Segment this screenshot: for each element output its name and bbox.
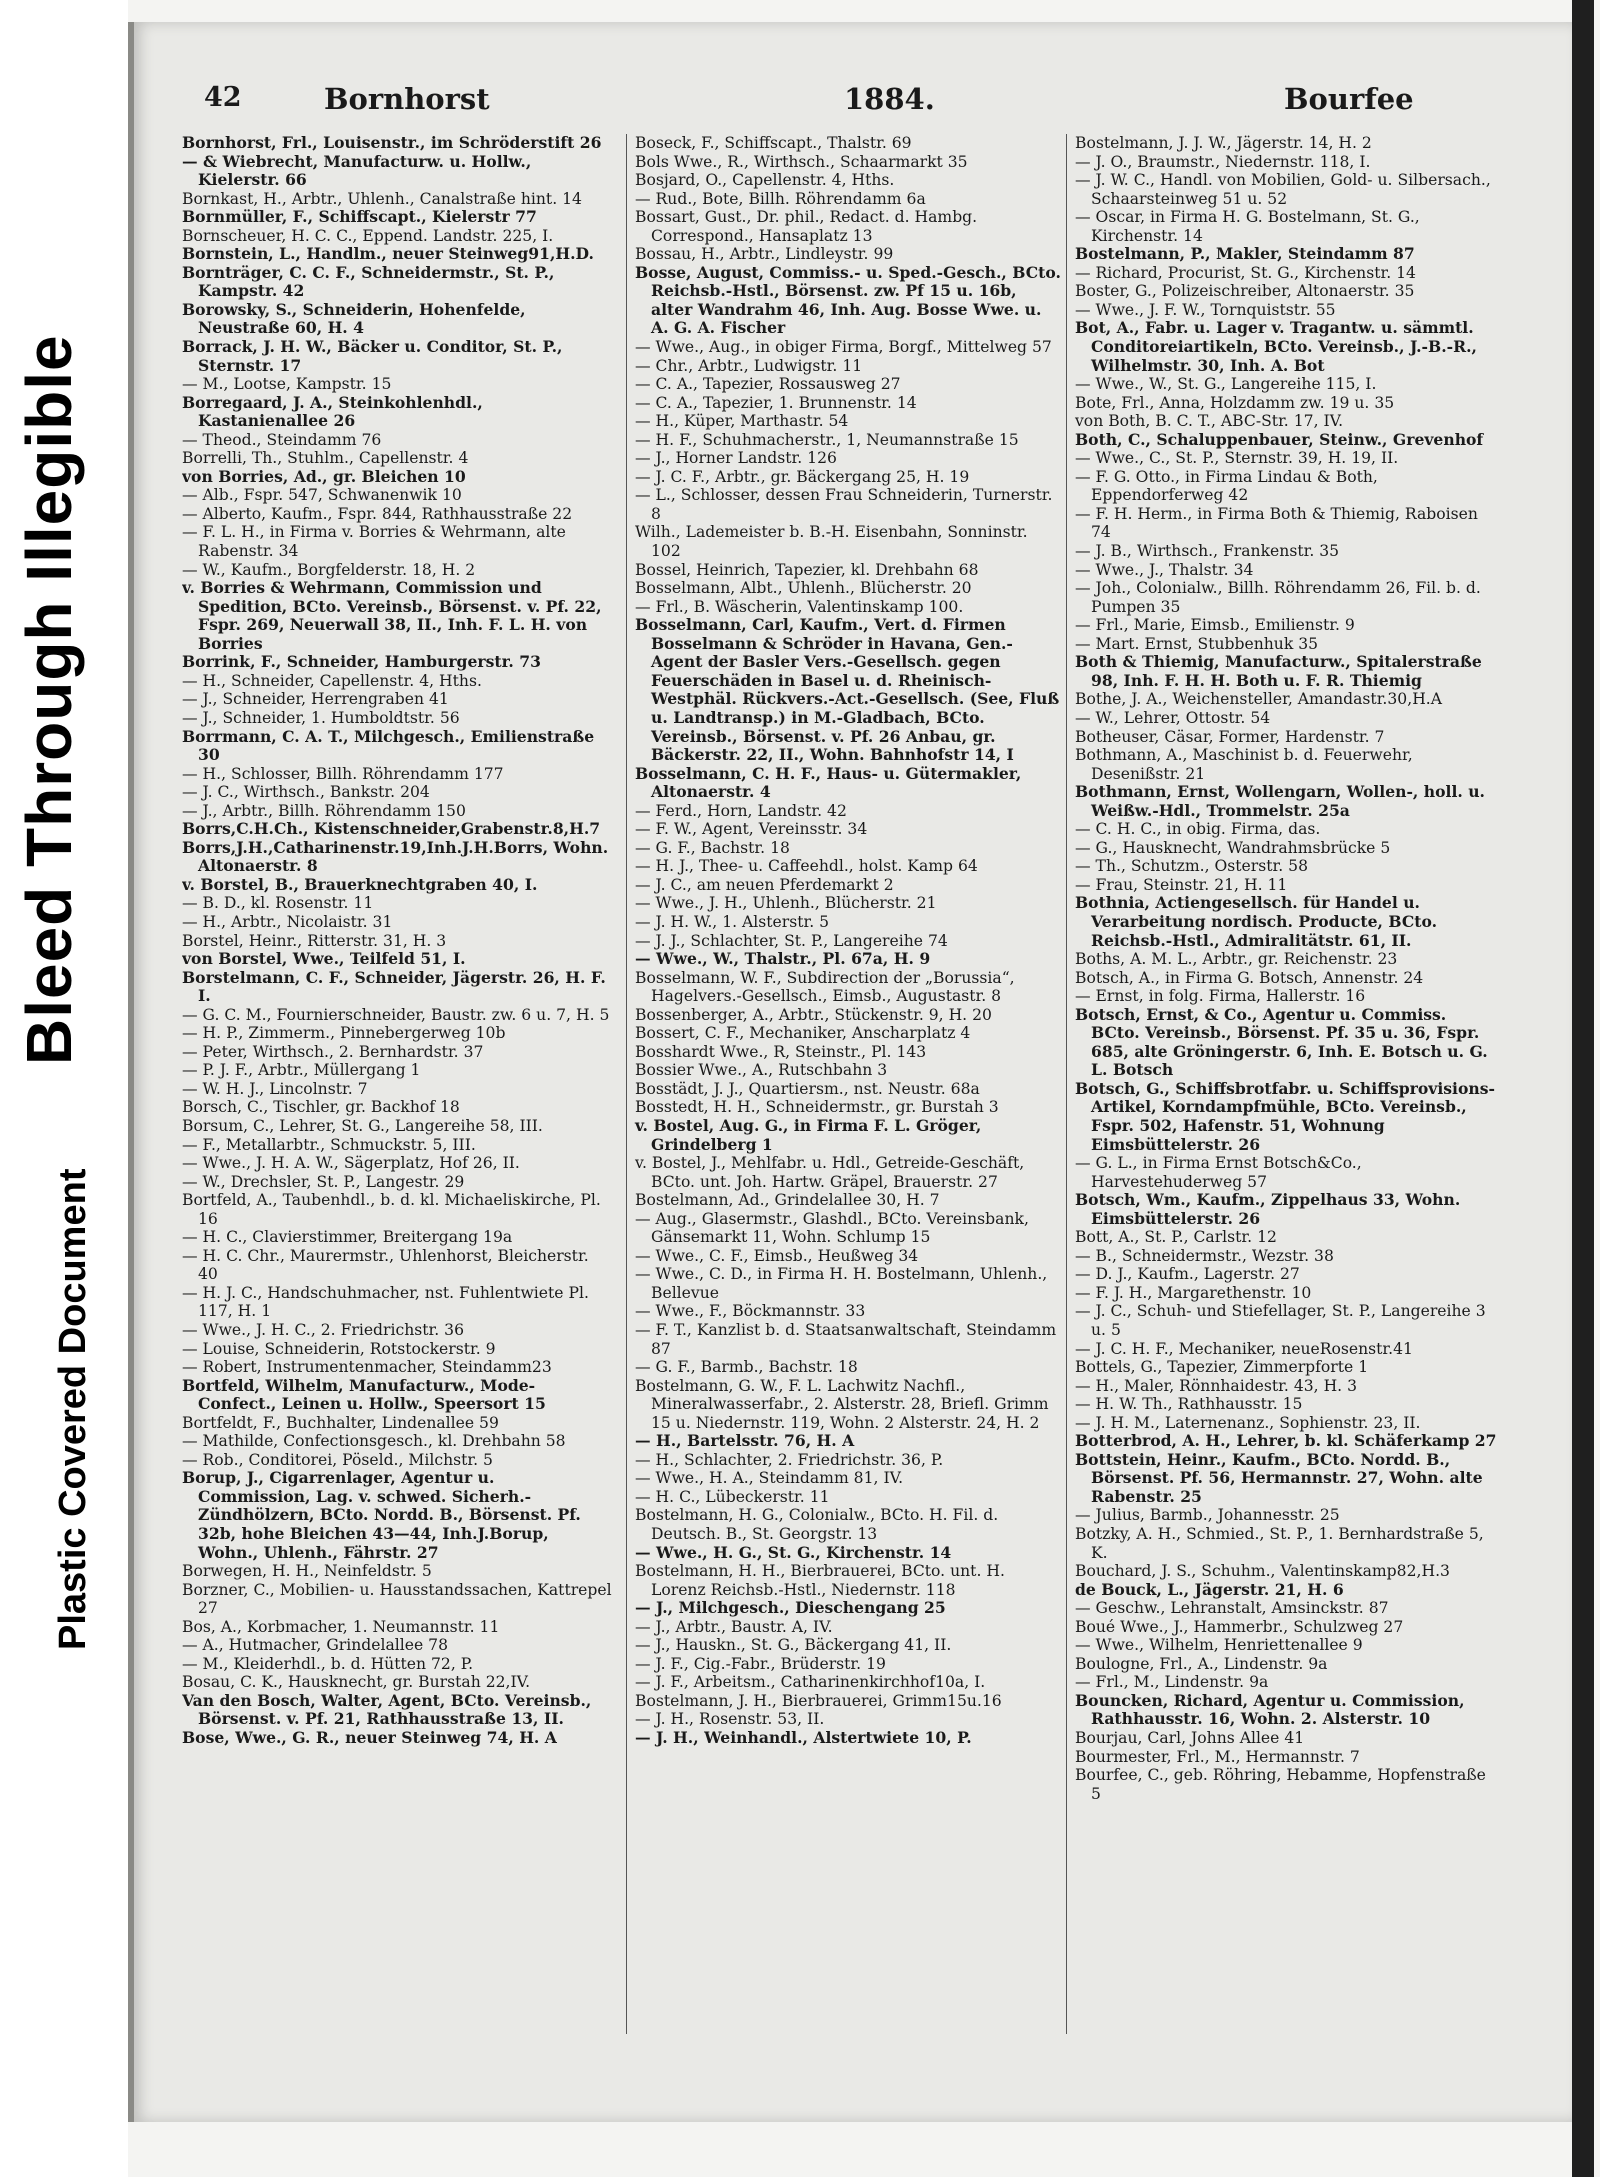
directory-entry: — Louise, Schneiderin, Rotstockerstr. 9 bbox=[182, 1339, 496, 1358]
directory-entry: — Wwe., J., Thalstr. 34 bbox=[1075, 560, 1254, 579]
directory-entry: Bourmester, Frl., M., Hermannstr. 7 bbox=[1075, 1747, 1360, 1766]
directory-entry: — A., Hutmacher, Grindelallee 78 bbox=[182, 1636, 448, 1655]
directory-entry: — M., Lootse, Kampstr. 15 bbox=[182, 375, 392, 394]
directory-entry: Borrs,C.H.Ch., Kistenschneider,Grabenstr.8,H.7 bbox=[182, 819, 601, 839]
directory-entry: v. Borries & Wehrmann, Commission und Spedition, BCto. Vereinsb., Börsenst. v. Pf. 22, Fspr. 269, Neuerwall 38, II., Inh. F. L. H. von Borries bbox=[182, 578, 602, 653]
directory-entry: Van den Bosch, Walter, Agent, BCto. Vereinsb., Börsenst. v. Pf. 21, Rathhausstraße 13, II. bbox=[182, 1690, 592, 1729]
directory-entry: — Aug., Glasermstr., Glashdl., BCto. Vereinsbank, Gänsemarkt 11, Wohn. Schlump 15 bbox=[635, 1209, 1029, 1247]
directory-entry: — J. O., Braumstr., Niedernstr. 118, I. bbox=[1075, 152, 1371, 171]
directory-entry: — H., Schlachter, 2. Friedrichstr. 36, P. bbox=[635, 1450, 944, 1469]
directory-entry: — Frl., B. Wäscherin, Valentinskamp 100. bbox=[635, 597, 964, 616]
directory-entry: Bosselmann, W. F., Subdirection der „Borussia“, Hagelvers.-Gesellsch., Eimsb., Augustastr. 8 bbox=[635, 968, 1015, 1006]
directory-entry: — Wwe., C. F., Eimsb., Heußweg 34 bbox=[635, 1246, 919, 1265]
directory-entry: — H., Küper, Marthastr. 54 bbox=[635, 412, 849, 431]
directory-entry: Bosselmann, C. H. F., Haus- u. Gütermakler, Altonaerstr. 4 bbox=[635, 763, 1022, 802]
directory-entry: Bossier Wwe., A., Rutschbahn 3 bbox=[635, 1061, 888, 1080]
directory-entry: — Robert, Instrumentenmacher, Steindamm23 bbox=[182, 1358, 552, 1377]
directory-entry: — F. T., Kanzlist b. d. Staatsanwaltschaft, Steindamm 87 bbox=[635, 1321, 1057, 1358]
directory-entry: Bornträger, C. C. F., Schneidermstr., St. P., Kampstr. 42 bbox=[182, 262, 555, 301]
directory-entry: — W., Drechsler, St. P., Langestr. 29 bbox=[182, 1172, 465, 1191]
directory-entry: Borwegen, H. H., Neinfeldstr. 5 bbox=[182, 1562, 432, 1581]
directory-entry: — H., Schneider, Capellenstr. 4, Hths. bbox=[182, 671, 482, 690]
directory-entry: — C. A., Tapezier, 1. Brunnenstr. 14 bbox=[635, 393, 917, 412]
directory-entry: — Mart. Ernst, Stubbenhuk 35 bbox=[1075, 634, 1319, 653]
directory-entry: — Wwe., H. G., St. G., Kirchenstr. 14 bbox=[635, 1542, 952, 1562]
directory-entry: — J. W. C., Handl. von Mobilien, Gold- u. Silbersach., Schaarsteinweg 51 u. 52 bbox=[1075, 171, 1491, 208]
directory-entry: — Wwe., J. F. W., Tornquiststr. 55 bbox=[1075, 300, 1336, 319]
directory-entry: Bortfeld, A., Taubenhdl., b. d. kl. Michaeliskirche, Pl. 16 bbox=[182, 1191, 601, 1228]
directory-entry: Bostelmann, J. J. W., Jägerstr. 14, H. 2 bbox=[1075, 134, 1372, 152]
directory-entry: — Julius, Barmb., Johannesstr. 25 bbox=[1075, 1506, 1340, 1525]
directory-entry: v. Bostel, Aug. G., in Firma F. L. Gröger, Grindelberg 1 bbox=[635, 1115, 982, 1154]
directory-entry: — J. C., Schuh- und Stiefellager, St. P., Langereihe 3 u. 5 bbox=[1075, 1302, 1486, 1339]
directory-entry: Borsum, C., Lehrer, St. G., Langereihe 58, III. bbox=[182, 1116, 543, 1135]
directory-entry: — J., Horner Landstr. 126 bbox=[635, 449, 837, 468]
directory-entry: Bostelmann, G. W., F. L. Lachwitz Nachfl., Mineralwasserfabr., 2. Alsterstr. 28, Briefl. Grimm 15 u. Niedernstr. 119, Wohn. 2 Alsterstr. 24, H. 2 bbox=[635, 1376, 1049, 1432]
directory-entry: — J. H., Weinhandl., Alstertwiete 10, P. bbox=[635, 1728, 972, 1748]
left-catchword: Bornhorst bbox=[324, 82, 490, 116]
directory-entry: Borrack, J. H. W., Bäcker u. Conditor, St. P., Sternstr. 17 bbox=[182, 337, 563, 375]
directory-entry: Bornkast, H., Arbtr., Uhlenh., Canalstraße hint. 14 bbox=[182, 189, 582, 208]
directory-entry: Bothmann, Ernst, Wollengarn, Wollen-, holl. u. Weißw.-Hdl., Trommelstr. 25a bbox=[1075, 782, 1485, 820]
directory-entry: — Ferd., Horn, Landstr. 42 bbox=[635, 801, 847, 820]
directory-entry: — J. J., Schlachter, St. P., Langereihe 74 bbox=[635, 931, 948, 950]
directory-entry: — F. L. H., in Firma v. Borries & Wehrmann, alte Rabenstr. 34 bbox=[182, 523, 566, 561]
directory-entry: — W., Lehrer, Ottostr. 54 bbox=[1075, 708, 1271, 727]
directory-entry: — J. C. H. F., Mechaniker, neueRosenstr.41 bbox=[1075, 1339, 1413, 1358]
directory-entry: Bourfee, C., geb. Röhring, Hebamme, Hopfenstraße 5 bbox=[1075, 1766, 1486, 1803]
directory-entry: — B. D., kl. Rosenstr. 11 bbox=[182, 894, 374, 913]
directory-entry: Bosselmann, Albt., Uhlenh., Blücherstr. 20 bbox=[635, 579, 972, 598]
directory-entry: — J. H. M., Laternenanz., Sophienstr. 23, II. bbox=[1075, 1413, 1421, 1432]
page-number: 42 bbox=[204, 82, 242, 113]
directory-entry: — Richard, Procurist, St. G., Kirchenstr. 14 bbox=[1075, 263, 1416, 282]
directory-entry: Botterbrod, A. H., Lehrer, b. kl. Schäferkamp 27 bbox=[1075, 1431, 1497, 1451]
directory-entry: — H. F., Schuhmacherstr., 1, Neumannstraße 15 bbox=[635, 430, 1019, 449]
directory-entry: Bossart, Gust., Dr. phil., Redact. d. Hambg. Correspond., Hansaplatz 13 bbox=[635, 208, 978, 245]
directory-entry: v. Borstel, B., Brauerknechtgraben 40, I. bbox=[182, 874, 538, 894]
directory-entry: Borrmann, C. A. T., Milchgesch., Emilienstraße 30 bbox=[182, 726, 595, 765]
directory-entry: Bosau, C. K., Hausknecht, gr. Burstah 22,IV. bbox=[182, 1673, 531, 1692]
directory-entry: von Both, B. C. T., ABC-Str. 17, IV. bbox=[1075, 412, 1344, 431]
directory-entry: Both, C., Schaluppenbauer, Steinw., Grevenhof bbox=[1075, 429, 1484, 449]
directory-entry: — C. A., Tapezier, Rossausweg 27 bbox=[635, 375, 901, 394]
directory-entry: Bornmüller, F., Schiffscapt., Kielerstr 77 bbox=[182, 207, 537, 227]
right-catchword: Bourfee bbox=[1284, 82, 1414, 116]
directory-entry: — W. H. J., Lincolnstr. 7 bbox=[182, 1079, 368, 1098]
directory-entry: Bothnia, Actiengesellsch. für Handel u. Verarbeitung nordisch. Producte, BCto. Reichsb.-Hstl., Admiralitätstr. 61, II. bbox=[1075, 893, 1438, 950]
directory-entry: Boster, G., Polizeischreiber, Altonaerstr. 35 bbox=[1075, 282, 1415, 301]
directory-entry: von Borries, Ad., gr. Bleichen 10 bbox=[182, 466, 466, 486]
directory-entry: Boths, A. M. L., Arbtr., gr. Reichenstr. 23 bbox=[1075, 950, 1398, 969]
directory-entry: Bote, Frl., Anna, Holzdamm zw. 19 u. 35 bbox=[1075, 393, 1395, 412]
directory-entry: — J. C. F., Arbtr., gr. Bäckergang 25, H. 19 bbox=[635, 467, 970, 486]
directory-entry: Boué Wwe., J., Hammerbr., Schulzweg 27 bbox=[1075, 1617, 1404, 1636]
directory-entry: Borrelli, Th., Stuhlm., Capellenstr. 4 bbox=[182, 449, 469, 468]
directory-entry: Bosse, August, Commiss.- u. Sped.-Gesch., BCto. Reichsb.-Hstl., Börsenst. zw. Pf 15 u. 16b, alter Wandrahm 46, Inh. Aug. Bosse Wwe. u. A. G. A. Fischer bbox=[635, 262, 1061, 338]
directory-entry: Borup, J., Cigarrenlager, Agentur u. Commission, Lag. v. schwed. Sicherh.-Zündhölzern, BCto. Nordd. B., Börsenst. Pf. 32b, hohe Bleichen 43—44, Inh.J.Borup, Wohn., Uhlenh., Fährstr. 27 bbox=[182, 1468, 581, 1562]
directory-entry: — H., Bartelsstr. 76, H. A bbox=[635, 1431, 855, 1451]
directory-entry: — J., Hauskn., St. G., Bäckergang 41, II. bbox=[635, 1636, 952, 1655]
directory-entry: — Wwe., Wilhelm, Henriettenallee 9 bbox=[1075, 1636, 1363, 1655]
directory-entry: Botsch, Wm., Kaufm., Zippelhaus 33, Wohn. Eimsbüttelerstr. 26 bbox=[1075, 1190, 1461, 1228]
directory-entry: Bottels, G., Tapezier, Zimmerpforte 1 bbox=[1075, 1358, 1369, 1377]
directory-entry: — Frau, Steinstr. 21, H. 11 bbox=[1075, 875, 1288, 894]
directory-column-1 bbox=[182, 134, 612, 2034]
directory-entry: — J., Arbtr., Billh. Röhrendamm 150 bbox=[182, 801, 466, 820]
directory-entry: — H. C. Chr., Maurermstr., Uhlenhorst, Bleicherstr. 40 bbox=[182, 1246, 589, 1284]
directory-entry: — Wwe., Aug., in obiger Firma, Borgf., Mittelweg 57 bbox=[635, 338, 1052, 357]
directory-year: 1884. bbox=[844, 82, 935, 116]
directory-entry: — Wwe., W., Thalstr., Pl. 67a, H. 9 bbox=[635, 949, 931, 969]
directory-entry: — B., Schneidermstr., Wezstr. 38 bbox=[1075, 1246, 1334, 1265]
directory-entry: Borowsky, S., Schneiderin, Hohenfelde, Neustraße 60, H. 4 bbox=[182, 299, 526, 338]
directory-entry: — J., Schneider, Herrengraben 41 bbox=[182, 690, 449, 709]
directory-entry: Bosstädt, J. J., Quartiersm., nst. Neustr. 68a bbox=[635, 1079, 980, 1098]
directory-entry: v. Bostel, J., Mehlfabr. u. Hdl., Getreide-Geschäft, BCto. unt. Joh. Hartw. Gräpel, Brauerstr. 27 bbox=[635, 1154, 1025, 1191]
directory-entry: Botsch, G., Schiffsbrotfabr. u. Schiffsprovisions-Artikel, Korndampfmühle, BCto. Vereinsb., Fspr. 502, Hafenstr. 51, Wohnung Eimsbüttelerstr. 26 bbox=[1075, 1078, 1495, 1154]
directory-entry: — J. H. W., 1. Alsterstr. 5 bbox=[635, 912, 830, 931]
directory-entry: — H. P., Zimmerm., Pinnebergerweg 10b bbox=[182, 1024, 506, 1043]
directory-entry: — G. L., in Firma Ernst Botsch&Co., Harvestehuderweg 57 bbox=[1075, 1154, 1362, 1191]
directory-entry: Borregaard, J. A., Steinkohlenhdl., Kastanienallee 26 bbox=[182, 392, 483, 431]
directory-entry: Bossenberger, A., Arbtr., Stückenstr. 9, H. 20 bbox=[635, 1005, 992, 1024]
directory-entry: Bourjau, Carl, Johns Allee 41 bbox=[1075, 1729, 1305, 1748]
directory-entry: Borsch, C., Tischler, gr. Backhof 18 bbox=[182, 1098, 460, 1117]
directory-entry: — Oscar, in Firma H. G. Bostelmann, St. G., Kirchenstr. 14 bbox=[1075, 208, 1420, 245]
directory-entry: — Mathilde, Confectionsgesch., kl. Drehbahn 58 bbox=[182, 1432, 566, 1451]
directory-entry: — F. G. Otto., in Firma Lindau & Both, Eppendorferweg 42 bbox=[1075, 467, 1378, 505]
plastic-covered-label: Plastic Covered Document bbox=[52, 1168, 94, 1650]
directory-entry: — Wwe., H. A., Steindamm 81, IV. bbox=[635, 1469, 904, 1488]
directory-entry: — Rob., Conditorei, Pöseld., Milchstr. 5 bbox=[182, 1450, 493, 1469]
directory-entry: Bostelmann, P., Makler, Steindamm 87 bbox=[1075, 244, 1415, 264]
directory-entry: — & Wiebrecht, Manufacturw. u. Hollw., Kielerstr. 66 bbox=[182, 151, 532, 190]
directory-entry: — L., Schlosser, dessen Frau Schneiderin, Turnerstr. 8 bbox=[635, 486, 1053, 523]
directory-entry: Boseck, F., Schiffscapt., Thalstr. 69 bbox=[635, 134, 912, 152]
directory-entry: Both & Thiemig, Manufacturw., Spitalerstraße 98, Inh. F. H. H. Both u. F. R. Thiemig bbox=[1075, 652, 1482, 690]
directory-entry: — H., Maler, Rönnhaidestr. 43, H. 3 bbox=[1075, 1376, 1358, 1395]
directory-entry: — J. C., am neuen Pferdemarkt 2 bbox=[635, 875, 894, 894]
directory-entry: Bornhorst, Frl., Louisenstr., im Schröderstift 26 bbox=[182, 134, 602, 152]
directory-entry: Borrs,J.H.,Catharinenstr.19,Inh.J.H.Borrs, Wohn. Altonaerstr. 8 bbox=[182, 837, 609, 876]
directory-entry: — F. J. H., Margarethenstr. 10 bbox=[1075, 1283, 1312, 1302]
directory-entry: — Wwe., J. H. C., 2. Friedrichstr. 36 bbox=[182, 1321, 465, 1339]
directory-entry: Bos, A., Korbmacher, 1. Neumannstr. 11 bbox=[182, 1617, 500, 1636]
directory-entry: — G. F., Barmb., Bachstr. 18 bbox=[635, 1358, 858, 1377]
directory-entry: Bostelmann, H. H., Bierbrauerei, BCto. unt. H. Lorenz Reichsb.-Hstl., Niedernstr. 118 bbox=[635, 1562, 1005, 1599]
directory-entry: Bosjard, O., Capellenstr. 4, Hths. bbox=[635, 171, 895, 190]
directory-entry: — Wwe., C. D., in Firma H. H. Bostelmann, Uhlenh., Bellevue bbox=[635, 1265, 1048, 1302]
directory-entry: Bortfeldt, F., Buchhalter, Lindenallee 59 bbox=[182, 1413, 499, 1432]
directory-entry: Borzner, C., Mobilien- u. Hausstandssachen, Kattrepel 27 bbox=[182, 1580, 612, 1618]
directory-entry: — Alberto, Kaufm., Fspr. 844, Rathhausstraße 22 bbox=[182, 504, 573, 523]
directory-column-2 bbox=[626, 134, 1061, 2034]
directory-entry: Bols Wwe., R., Wirthsch., Schaarmarkt 35 bbox=[635, 152, 968, 171]
directory-entry: — J. F., Arbeitsm., Catharinenkirchhof10a, I. bbox=[635, 1673, 986, 1692]
directory-entry: — Theod., Steindamm 76 bbox=[182, 430, 382, 449]
directory-entry: Botsch, Ernst, & Co., Agentur u. Commiss. BCto. Vereinsb., Börsenst. Pf. 35 u. 36, Fspr. 685, alte Gröningerstr. 6, Inh. E. Botsch u. G. L. Botsch bbox=[1075, 1004, 1488, 1080]
directory-entry: Bouchard, J. S., Schuhm., Valentinskamp82,H.3 bbox=[1075, 1562, 1450, 1581]
directory-entry: — Wwe., J. H. A. W., Sägerplatz, Hof 26, II. bbox=[182, 1154, 520, 1173]
directory-entry: Bose, Wwe., G. R., neuer Steinweg 74, H. A bbox=[182, 1728, 557, 1748]
directory-entry: de Bouck, L., Jägerstr. 21, H. 6 bbox=[1075, 1579, 1344, 1599]
directory-entry: — Chr., Arbtr., Ludwigstr. 11 bbox=[635, 356, 863, 375]
directory-entry: — Geschw., Lehranstalt, Amsinckstr. 87 bbox=[1075, 1599, 1389, 1618]
directory-entry: — Wwe., J. H., Uhlenh., Blücherstr. 21 bbox=[635, 894, 937, 913]
directory-entry: — F. W., Agent, Vereinsstr. 34 bbox=[635, 820, 868, 839]
directory-entry: — Alb., Fspr. 547, Schwanenwik 10 bbox=[182, 486, 462, 505]
directory-entry: — H. C., Clavierstimmer, Breitergang 19a bbox=[182, 1228, 513, 1247]
directory-entry: — Wwe., F., Böckmannstr. 33 bbox=[635, 1302, 866, 1321]
directory-entry: — D. J., Kaufm., Lagerstr. 27 bbox=[1075, 1265, 1300, 1284]
directory-entry: Wilh., Lademeister b. B.-H. Eisenbahn, Sonninstr. 102 bbox=[635, 523, 1028, 561]
directory-entry: Bornscheuer, H. C. C., Eppend. Landstr. 225, I. bbox=[182, 226, 554, 245]
directory-entry: — P. J. F., Arbtr., Müllergang 1 bbox=[182, 1061, 421, 1080]
directory-entry: Botsch, A., in Firma G. Botsch, Annenstr. 24 bbox=[1075, 968, 1424, 987]
directory-entry: Bostelmann, H. G., Colonialw., BCto. H. Fil. d. Deutsch. B., St. Georgstr. 13 bbox=[635, 1506, 999, 1544]
directory-entry: — Ernst, in folg. Firma, Hallerstr. 16 bbox=[1075, 987, 1366, 1006]
directory-entry: — J. C., Wirthsch., Bankstr. 204 bbox=[182, 783, 430, 802]
directory-entry: Bothe, J. A., Weichensteller, Amandastr.30,H.A bbox=[1075, 690, 1443, 709]
directory-entry: von Borstel, Wwe., Teilfeld 51, I. bbox=[182, 949, 466, 969]
directory-entry: Bostelmann, J. H., Bierbrauerei, Grimm15u.16 bbox=[635, 1691, 1002, 1710]
directory-entry: — J., Schneider, 1. Humboldtstr. 56 bbox=[182, 708, 460, 727]
directory-entry: — H. C., Lübeckerstr. 11 bbox=[635, 1487, 830, 1506]
directory-entry: Borstel, Heinr., Ritterstr. 31, H. 3 bbox=[182, 931, 447, 950]
directory-entry: — F., Metallarbtr., Schmuckstr. 5, III. bbox=[182, 1135, 476, 1154]
directory-entry: — Joh., Colonialw., Billh. Röhrendamm 26, Fil. b. d. Pumpen 35 bbox=[1075, 579, 1481, 616]
directory-entry: Bosselmann, Carl, Kaufm., Vert. d. Firmen Bosselmann & Schröder in Havana, Gen.-Agent der Basler Vers.-Gesellsch. gegen Feuerschäden in Basel u. d. Rheinisch-Westphäl. Rückvers.-Act.-Gesellsch. (See, Fluß u. Landtransp.) in M.-Gladbach, BCto. Vereinsb., Börsenst. v. Pf. 26 Anbau, gr. Bäckerstr. 22, II., Wohn. Bahnhofstr 14, I bbox=[635, 615, 1060, 765]
directory-entry: — W., Kaufm., Borgfelderstr. 18, H. 2 bbox=[182, 560, 476, 579]
directory-entry: Bosstedt, H. H., Schneidermstr., gr. Burstah 3 bbox=[635, 1098, 999, 1117]
directory-entry: — C. H. C., in obig. Firma, das. bbox=[1075, 820, 1321, 839]
directory-entry: — F. H. Herm., in Firma Both & Thiemig, Raboisen 74 bbox=[1075, 504, 1478, 542]
directory-entry: Bottstein, Heinr., Kaufm., BCto. Nordd. B., Börsenst. Pf. 56, Hermannstr. 27, Wohn. alte Rabenstr. 25 bbox=[1075, 1449, 1483, 1506]
directory-entry: — H. J., Thee- u. Caffeehdl., holst. Kamp 64 bbox=[635, 857, 978, 876]
directory-entry: Botheuser, Cäsar, Former, Hardenstr. 7 bbox=[1075, 727, 1385, 746]
directory-entry: Bott, A., St. P., Carlstr. 12 bbox=[1075, 1228, 1277, 1247]
directory-entry: — M., Kleiderhdl., b. d. Hütten 72, P. bbox=[182, 1654, 474, 1673]
directory-entry: — H. J. C., Handschuhmacher, nst. Fuhlentwiete Pl. 117, H. 1 bbox=[182, 1283, 589, 1321]
directory-entry: — Frl., M., Lindenstr. 9a bbox=[1075, 1673, 1269, 1692]
directory-entry: Bossert, C. F., Mechaniker, Anscharplatz 4 bbox=[635, 1024, 971, 1043]
bleed-through-label: Bleed Through Illegible bbox=[13, 334, 85, 1065]
directory-entry: — H. W. Th., Rathhausstr. 15 bbox=[1075, 1395, 1303, 1414]
directory-entry: — G. F., Bachstr. 18 bbox=[635, 838, 790, 857]
directory-entry: — J., Arbtr., Baustr. A, IV. bbox=[635, 1617, 833, 1636]
archive-sidebar bbox=[0, 0, 128, 2177]
directory-entry: Borstelmann, C. F., Schneider, Jägerstr. 26, H. F. I. bbox=[182, 967, 606, 1006]
directory-entry: Bossau, H., Arbtr., Lindleystr. 99 bbox=[635, 245, 894, 264]
directory-entry: Bosshardt Wwe., R, Steinstr., Pl. 143 bbox=[635, 1042, 927, 1061]
directory-entry: — J., Milchgesch., Dieschengang 25 bbox=[635, 1598, 946, 1618]
directory-entry: — Wwe., W., St. G., Langereihe 115, I. bbox=[1075, 375, 1377, 394]
directory-entry: — Rud., Bote, Billh. Röhrendamm 6a bbox=[635, 189, 926, 208]
directory-entry: Bornstein, L., Handlm., neuer Steinweg91,H.D. bbox=[182, 244, 594, 264]
directory-column-3 bbox=[1066, 134, 1499, 2034]
directory-entry: Bothmann, A., Maschinist b. d. Feuerwehr, Desenißstr. 21 bbox=[1075, 746, 1413, 783]
directory-entry: Bostelmann, Ad., Grindelallee 30, H. 7 bbox=[635, 1191, 940, 1210]
directory-page bbox=[128, 22, 1574, 2122]
directory-entry: Bouncken, Richard, Agentur u. Commission, Rathhausstr. 16, Wohn. 2. Alsterstr. 10 bbox=[1075, 1690, 1465, 1729]
directory-entry: Botzky, A. H., Schmied., St. P., 1. Bernhardstraße 5, K. bbox=[1075, 1525, 1484, 1562]
directory-entry: — J. B., Wirthsch., Frankenstr. 35 bbox=[1075, 542, 1340, 561]
directory-entry: — J. F., Cig.-Fabr., Brüderstr. 19 bbox=[635, 1654, 886, 1673]
directory-entry: Bot, A., Fabr. u. Lager v. Tragantw. u. sämmtl. Conditoreiartikeln, BCto. Vereinsb., J.-B.-R., Wilhelmstr. 30, Inh. A. Bot bbox=[1075, 318, 1477, 375]
directory-entry: — Frl., Marie, Eimsb., Emilienstr. 9 bbox=[1075, 616, 1355, 635]
directory-entry: — H., Arbtr., Nicolaistr. 31 bbox=[182, 912, 393, 931]
directory-entry: Borrink, F., Schneider, Hamburgerstr. 73 bbox=[182, 652, 541, 672]
directory-entry: Bortfeld, Wilhelm, Manufacturw., Mode-Confect., Leinen u. Hollw., Speersort 15 bbox=[182, 1375, 546, 1414]
directory-entry: — H., Schlosser, Billh. Röhrendamm 177 bbox=[182, 764, 504, 783]
directory-entry: — Wwe., C., St. P., Sternstr. 39, H. 19, II. bbox=[1075, 449, 1399, 468]
directory-entry: — G. C. M., Fournierschneider, Baustr. zw. 6 u. 7, H. 5 bbox=[182, 1005, 610, 1024]
directory-entry: Bossel, Heinrich, Tapezier, kl. Drehbahn 68 bbox=[635, 560, 979, 579]
directory-entry: — J. H., Rosenstr. 53, II. bbox=[635, 1710, 825, 1729]
directory-entry: — G., Hausknecht, Wandrahmsbrücke 5 bbox=[1075, 838, 1391, 857]
directory-entry: — Peter, Wirthsch., 2. Bernhardstr. 37 bbox=[182, 1042, 484, 1061]
directory-entry: — Th., Schutzm., Osterstr. 58 bbox=[1075, 857, 1309, 876]
running-header bbox=[204, 82, 1504, 126]
directory-entry: Boulogne, Frl., A., Lindenstr. 9a bbox=[1075, 1654, 1328, 1673]
